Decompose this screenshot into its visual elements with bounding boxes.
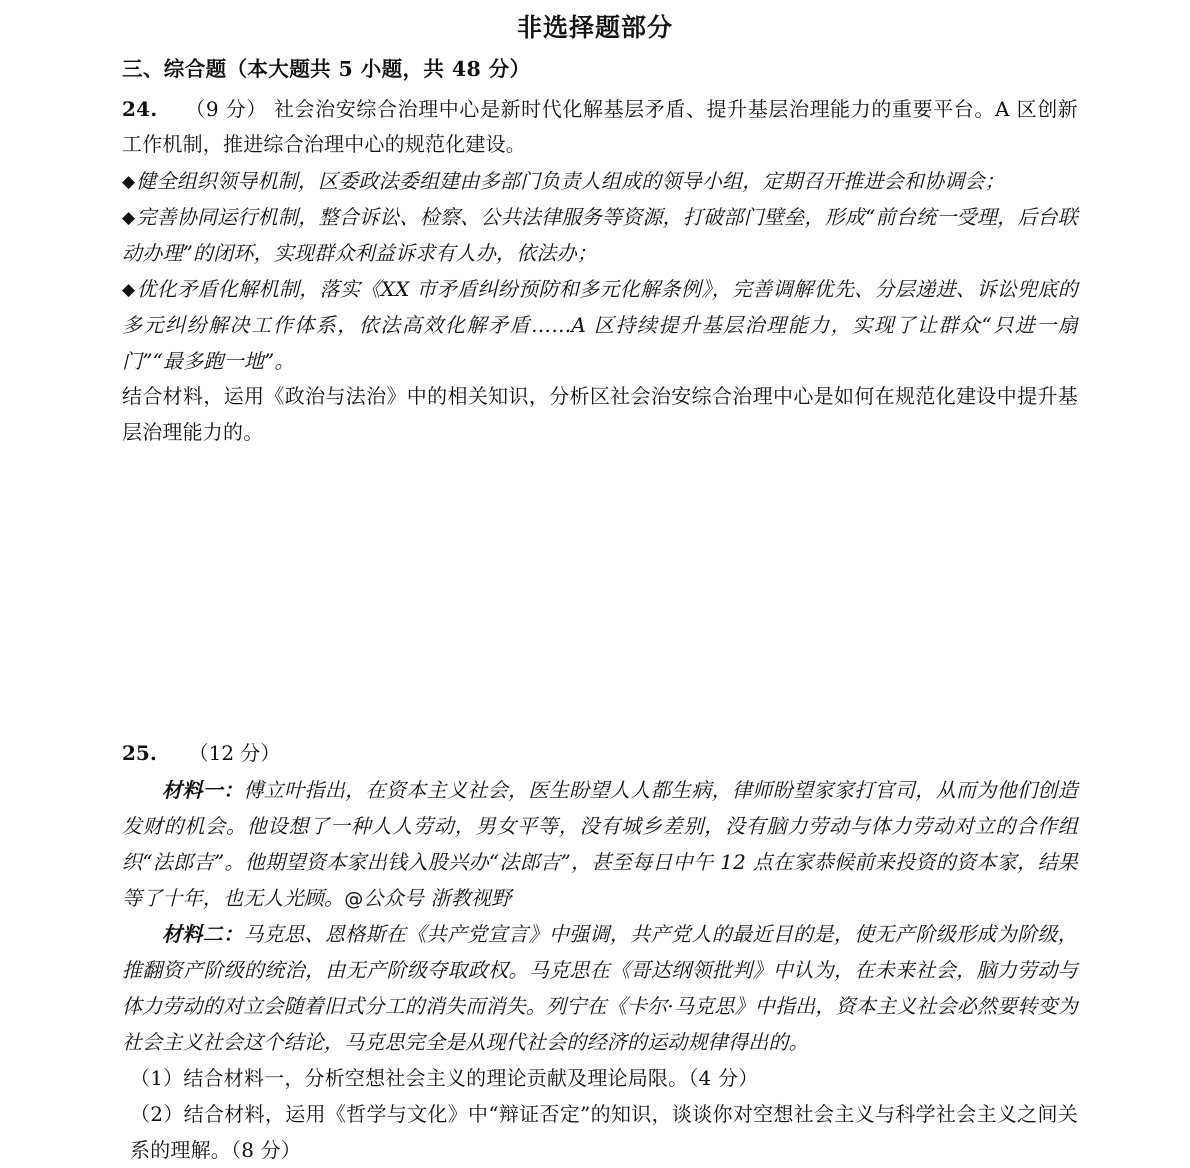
question-25-sub-1: （1）结合材料一，分析空想社会主义的理论贡献及理论局限。（4 分）: [130, 1066, 759, 1091]
question-25-score: （12 分）: [188, 741, 281, 766]
question-24-intro-line2: 工作机制，推进综合治理中心的规范化建设。: [122, 132, 526, 157]
material-one-label: 材料一：: [162, 777, 244, 802]
diamond-bullet-icon: ◆: [122, 208, 136, 229]
material-one-attribution: 公众号 浙教视野: [363, 885, 512, 910]
answer-space-question-24: [122, 450, 1078, 736]
document-body: [122, 52, 1078, 1168]
question-24-bullet-1: [122, 163, 1078, 199]
question-25-header: [122, 736, 1078, 772]
question-24-bullet-2-text: 完善协同运行机制，整合诉讼、检察、公共法律服务等资源，打破部门壁垒，形成“前台统一受理，后台联动办理”的闭环，实现群众利益诉求有人办，依法办；: [122, 205, 1079, 266]
question-24-prompt: 结合材料，运用《政治与法治》中的相关知识，分析区社会治安综合治理中心是如何在规范化建设中提升基层治理能力的。: [122, 384, 1078, 444]
material-one-text: 傅立叶指出，在资本主义社会，医生盼望人人都生病，律师盼望家家打官司，从而为他们创造发财的机会。他设想了一种人人劳动，男女平等，没有城乡差别，没有脑力劳动与体力劳动对立的合作组织“法郎吉”。他期望资本家出钱入股兴办“法郎吉”，甚至每日中午 12 点在家恭候前来投资的资本家，结果等了十年，也无人光顾。: [122, 777, 1078, 910]
diamond-bullet-icon: ◆: [122, 172, 136, 193]
at-sign-icon: @: [344, 887, 364, 910]
material-one: [122, 772, 1078, 916]
question-24-bullet-3-text: 优化矛盾化解机制，落实《XX 市矛盾纠纷预防和多元化解条例》，完善调解优先、分层递进、诉讼兜底的多元纠纷解决工作体系，依法高效化解矛盾……A 区持续提升基层治理能力，实现了让群众“只进一扇门”“最多跑一地”。: [122, 277, 1078, 374]
material-two-text: 马克思、恩格斯在《共产党宣言》中强调，共产党人的最近目的是，使无产阶级形成为阶级，推翻资产阶级的统治，由无产阶级夺取政权。马克思在《哥达纲领批判》中认为，在未来社会，脑力劳动与体力劳动的对立会随着旧式分工的消失而消失。列宁在《卡尔·马克思》中指出，资本主义社会必然要转变为社会主义社会这个结论，马克思完全是从现代社会的经济的运动规律得出的。: [122, 922, 1078, 1055]
question-24-bullet-3: [122, 271, 1078, 379]
material-two-label: 材料二：: [162, 922, 244, 947]
question-24-bullet-1-text: 健全组织领导机制，区委政法委组建由多部门负责人组成的领导小组，定期召开推进会和协调会；: [136, 169, 1005, 194]
question-24: [122, 92, 1078, 450]
question-24-intro-line1: 社会治安综合治理中心是新时代化解基层矛盾、提升基层治理能力的重要平台。A 区创新: [273, 96, 1078, 121]
question-24-number: 24.: [122, 96, 158, 121]
question-24-score: （9 分）: [185, 96, 267, 121]
section-heading: 三、综合题（本大题共 5 小题，共 48 分）: [122, 57, 531, 81]
question-25-sub-2: （2）结合材料，运用《哲学与文化》中“辩证否定”的知识，谈谈你对空想社会主义与科学社会主义之间关系的理解。（8 分）: [130, 1102, 1078, 1163]
question-24-bullet-2: [122, 199, 1078, 271]
question-25-number: 25.: [122, 741, 157, 766]
question-24-intro: [122, 92, 1078, 163]
diamond-bullet-icon: ◆: [122, 280, 136, 301]
page-title: 非选择题部分: [516, 13, 673, 42]
question-25: [122, 736, 1078, 1168]
material-two: [122, 916, 1078, 1060]
